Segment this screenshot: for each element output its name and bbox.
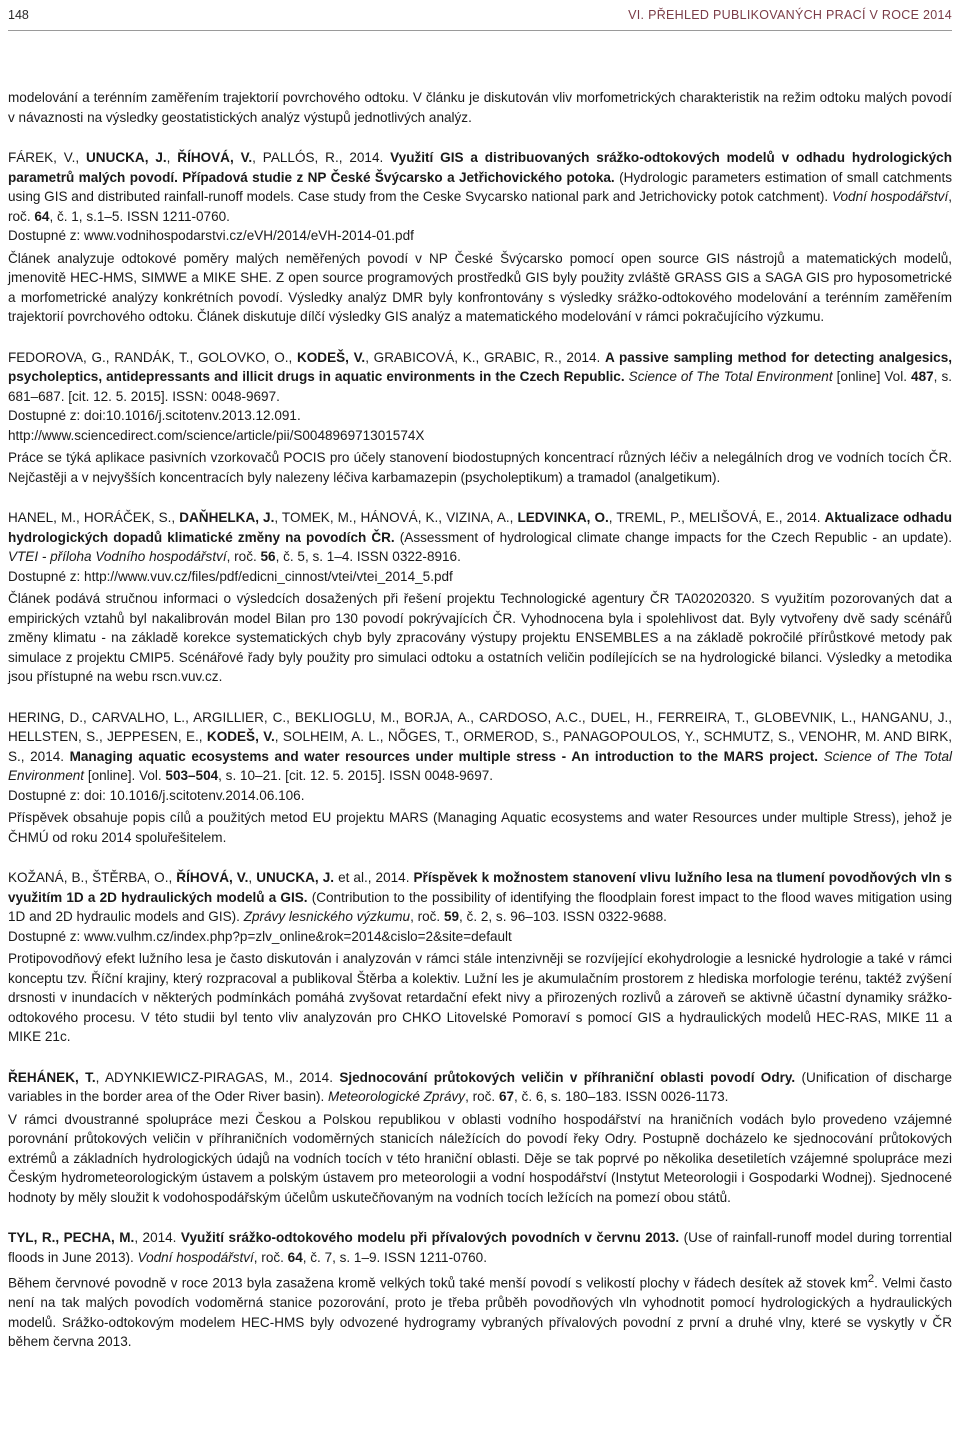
section-title: VI. PŘEHLED PUBLIKOVANÝCH PRACÍ V ROCE 2014 bbox=[628, 8, 952, 22]
availability-link[interactable]: Dostupné z: doi:10.1016/j.scitotenv.2013.12.091. bbox=[8, 408, 301, 423]
abstract: Článek podává stručnou informaci o výsledcích dosažených při řešení projektu Technologické agentury ČR TA02020320. S využitím pozorovaných dat a empirických vztahů byl nakalibrován model Bilan pro 130 povodí pokrývajících ČR. Vyhodnocena byla i spolehlivost dat. Byly vytvořeny dvě sady scénářů změny klimatu - na základě korekce systematických chyb byly zpracovány výstupy projektu ENSEMBLES a na základě pokročilé přírůstkové metody pak simulace z projektu CMIP5. Scénářové řady byly použity pro simulaci odtoku a ostatních veličin podílejících se na hydrologické bilanci. Výsledky a metodika jsou přístupné na webu rscn.vuv.cz. bbox=[8, 591, 952, 684]
text-run: Vodní hospodářství bbox=[831, 189, 949, 204]
text-run: Zprávy lesnického výzkumu bbox=[243, 909, 411, 924]
text-run: , roč. bbox=[465, 1089, 499, 1104]
text-run: Příspěvek k možnostem stanovení vlivu lužního lesa na tlumení povodňových vln s využitím 1D a 2D hydraulických modelů a GIS. bbox=[8, 870, 952, 905]
reference-entry bbox=[8, 868, 952, 1047]
text-run: 64 bbox=[287, 1249, 303, 1265]
text-run: (Use of rainfall-runoff model during torrential floods in June 2013). bbox=[8, 1230, 952, 1265]
text-run: Science of The Total Environment bbox=[8, 748, 953, 783]
text-run: VTEI - příloha Vodního hospodářství bbox=[8, 549, 227, 564]
availability-link[interactable]: Dostupné z: http://www.vuv.cz/files/pdf/edicni_cinnost/vtei/vtei_2014_5.pdf bbox=[8, 568, 453, 584]
citation bbox=[8, 508, 952, 586]
text-run: , bbox=[166, 150, 178, 165]
text-run: LEDVINKA, O. bbox=[517, 510, 609, 525]
citation bbox=[8, 708, 952, 806]
availability-link[interactable]: Dostupné z: doi: 10.1016/j.scitotenv.2014.06.106. bbox=[8, 787, 305, 803]
abstract: Příspěvek obsahuje popis cílů a použitých metod EU projektu MARS (Managing Aquatic ecosystems and water Resources under multiple Stress), jehož je ČHMÚ od roku 2014 spoluřešitelem. bbox=[8, 810, 952, 845]
text-run: A passive sampling method for detecting analgesics, psycholeptics, antidepressants and illicit drugs in aquatic environments in the Czech Republic. bbox=[8, 349, 952, 384]
text-run: 487 bbox=[911, 369, 934, 384]
text-run: et al., 2014. bbox=[334, 870, 414, 885]
text-run: 503–504 bbox=[165, 768, 219, 783]
text-run: KODEŠ, V. bbox=[206, 729, 275, 744]
text-run: KOŽANÁ, B., ŠTĚRBA, O., bbox=[8, 870, 177, 885]
page-header bbox=[8, 0, 952, 31]
abstract bbox=[8, 1270, 952, 1352]
text-run: , č. 1, s.1–5. ISSN 1211-0760. bbox=[49, 208, 230, 224]
reference-entry bbox=[8, 148, 952, 327]
text-run: , 2014. bbox=[134, 1230, 181, 1245]
text-run: (Contribution to the possibility of identifying the floodplain forest impact to the flood waves mitigation using 1D and 2D hydraulic models and GIS). bbox=[8, 889, 953, 924]
text-run: . Velmi často není na tak malých povodích vodoměrná stanice pozorování, proto je třeba průběh povodňových vln vyhodnotit pomocí hydrologických a hydraulických modelů. Srážko-odtokovým modelem HEC-HMS byly odvozené hydrogramy vybraných přívalových povodní z první a druhé vlny, které se vyskytly v ČR během června 2013. bbox=[8, 1275, 952, 1350]
text-run: , GRABICOVÁ, K., GRABIC, R., 2014. bbox=[365, 349, 606, 365]
intro-paragraph: modelování a terénním zaměřením trajektorií povrchového odtoku. V článku je diskutován vliv morfometrických charakteristik na režim odtoku malých povodí v návaznosti na výsledky geostatistických analýz výstupů jednotlivých analýz. bbox=[8, 90, 952, 125]
text-run: KODEŠ, V. bbox=[296, 349, 366, 365]
citation bbox=[8, 868, 952, 946]
abstract: Práce se týká aplikace pasivních vzorkovačů POCIS pro účely stanovení biodostupných koncentrací různých léčiv a nelegálních drog ve vodních tocích ČR. Nejčastěji a v nejvyšších koncentracích byly nalezeny léčiva karbamazepin (psycholeptikum) a tramadol (analgetikum). bbox=[8, 450, 952, 485]
text-run: FEDOROVA, G., RANDÁK, T., GOLOVKO, O., bbox=[8, 349, 297, 365]
text-run: ŘÍHOVÁ, V. bbox=[176, 870, 249, 885]
text-run: , roč. bbox=[410, 909, 444, 924]
reference-entry bbox=[8, 1068, 952, 1208]
abstract: Článek analyzuje odtokové poměry malých neměřených povodí v NP České Švýcarsko pomocí open source GIS nástrojů a matematických modelů, jmenovitě HEC-HMS, SIMWE a MIKE SHE. Z open source programových prostředků GIS byly použity zvláště GRASS GIS a SAGA GIS pro hyposometrické a morfometrické analýzy konkrétních povodí. Výsledky analýz DMR byly konfrontovány s výsledky srážko-odtokového modelování a terénním zaměřením trajektorií povrchového odtoku. Článek diskutuje dílčí výsledky GIS analýz a matematického modelování v rámci pokračujícího výzkumu. bbox=[8, 250, 952, 324]
text-run: HANEL, M., HORÁČEK, S., bbox=[8, 510, 180, 525]
text-run: Využití srážko-odtokového modelu při přívalových povodních v červnu 2013. bbox=[180, 1230, 680, 1245]
reference-entry bbox=[8, 1228, 952, 1352]
text-run: (Hydrologic parameters estimation of small catchments using GIS and distributed rainfall-runoff models. Case study from the Ceske Svycarsko national park and Jetrichovicky potok catchment). bbox=[8, 169, 952, 204]
text-run: Vodní hospodářství bbox=[137, 1249, 254, 1265]
text-run: , s. 681–687. [cit. 12. 5. 2015]. ISSN: 0048-9697. bbox=[8, 369, 952, 404]
text-run: [online] Vol. bbox=[832, 369, 912, 384]
text-run: Science of The Total Environment bbox=[628, 369, 833, 384]
text-run: , SOLHEIM, A. L., NÕGES, T., ORMEROD, S., PANAGOPOULOS, Y., SCHMUTZ, S., VENOHR, M. AND BIRK, S., 2014. bbox=[8, 729, 953, 764]
text-run: UNUCKA, J. bbox=[86, 150, 167, 165]
citation bbox=[8, 348, 952, 446]
abstract: Protipovodňový efekt lužního lesa je často diskutován i analyzován v rámci stále intenzivněji se rozvíjející ekohydrologie a lesnické hydrologie a také v rámci konceptu tzv. Říční krajiny, který rozpracoval a publikoval Štěrba a kolektiv. Lužní les je akumulačním prostorem z hlediska morfologie terénu, taktéž zvýšení drsnosti v inundacích v některých podmínkách pomáhá zvyšovat retardační efekt nivy a přirozených rozlivů a zároveň se aktivně účastní dynamiky srážko-odtokového procesu. V této studii byl tento vliv analyzován pro CHKO Litovelské Pomoraví s pomocí GIS a hydraulických modelů HEC-RAS, MIKE 11 a MIKE 21c. bbox=[8, 951, 952, 1044]
availability-link[interactable]: Dostupné z: www.vodnihospodarstvi.cz/eVH/2014/eVH-2014-01.pdf bbox=[8, 228, 414, 243]
text-run: Sjednocování průtokových veličin v příhraniční oblasti povodí Odry. bbox=[339, 1069, 796, 1085]
text-run: UNUCKA, J. bbox=[256, 870, 335, 885]
text-run: 64 bbox=[34, 208, 50, 224]
text-run: , roč. bbox=[226, 549, 261, 564]
citation bbox=[8, 1068, 952, 1107]
text-run: 2 bbox=[867, 1273, 875, 1285]
page-number: 148 bbox=[8, 8, 29, 22]
text-run: , č. 5, s. 1–4. ISSN 0322-8916. bbox=[275, 549, 461, 564]
abstract: V rámci dvoustranné spolupráce mezi Českou a Polskou republikou v oblasti vodního hospodářství na hraničních vodách bylo provedeno vzájemné porovnání průtokových veličin v příhraničních vodoměrných stanicích náležících do povodí řeky Odry. Postupně docházelo ke sjednocování průtokových extrémů a základních hydrologických údajů na vodních tocích v této hraniční oblasti. Děje se tak poprvé po několika desetiletích vzájemné spolupráce mezi Českým hydrometeorologickým ústavem a polským ústavem pro meteorologii a vodní hospodářství (Instytut Meteorologii i Gospodarki Wodnej). Sjednocené hodnoty by měly sloužit k vodohospodářským účelům uskutečňovaným na vodních tocích ležících na pomezí obou států. bbox=[8, 1111, 952, 1205]
text-run: ŘÍHOVÁ, V. bbox=[177, 150, 253, 165]
text-run: , roč. bbox=[8, 189, 952, 224]
availability-link[interactable]: Dostupné z: www.vulhm.cz/index.php?p=zlv_online&rok=2014&cislo=2&site=default bbox=[8, 928, 512, 944]
text-run: , č. 6, s. 180–183. ISSN 0026-1173. bbox=[514, 1089, 729, 1104]
citation bbox=[8, 148, 952, 246]
text-run: , s. 10–21. [cit. 12. 5. 2015]. ISSN 0048-9697. bbox=[218, 768, 494, 783]
availability-link[interactable]: http://www.sciencedirect.com/science/article/pii/S004896971301574X bbox=[8, 427, 425, 443]
text-run: HERING, D., CARVALHO, L., ARGILLIER, C., BEKLIOGLU, M., BORJA, A., CARDOSO, A.C., DUEL, H., FERREIRA, T., GLOBEVNIK, L., HANGANU, J., HELLSTEN, S., JEPPESEN, E., bbox=[8, 709, 952, 744]
text-run: FÁREK, V., bbox=[8, 150, 86, 165]
text-run: , roč. bbox=[253, 1249, 288, 1265]
text-run: 67 bbox=[498, 1089, 515, 1104]
text-run: ŘEHÁNEK, T. bbox=[8, 1069, 96, 1085]
text-run: Managing aquatic ecosystems and water resources under multiple stress - An introduction to the MARS project. bbox=[69, 748, 819, 764]
text-run: , TREML, P., MELIŠOVÁ, E., 2014. bbox=[608, 510, 825, 525]
reference-entry bbox=[8, 708, 952, 848]
text-run: Aktualizace odhadu hydrologických dopadů klimatické změny na povodích ČR. bbox=[8, 510, 953, 545]
text-run: Využití GIS a distribuovaných srážko-odtokových modelů v odhadu hydrologických parametrů malých povodí. Případová studie z NP České Švýcarsko a Jetřichovického potoka. bbox=[8, 150, 952, 185]
text-run: , ADYNKIEWICZ-PIRAGAS, M., 2014. bbox=[95, 1069, 340, 1085]
reference-entry bbox=[8, 348, 952, 488]
reference-entry bbox=[8, 508, 952, 687]
reference-list bbox=[8, 148, 952, 1352]
text-run: Během červnové povodně v roce 2013 byla zasažena kromě velkých toků také menší povodí s velikostí plochy v řádech desítek až stovek km bbox=[8, 1275, 868, 1291]
text-run: TYL, R., PECHA, M. bbox=[8, 1230, 135, 1245]
text-run: , bbox=[248, 870, 257, 885]
text-run: 56 bbox=[260, 549, 276, 564]
text-run: , č. 7, s. 1–9. ISSN 1211-0760. bbox=[302, 1249, 487, 1265]
citation bbox=[8, 1228, 952, 1267]
text-run: DAŇHELKA, J. bbox=[179, 510, 275, 525]
page-content bbox=[8, 88, 952, 1373]
text-run: Meteorologické Zprávy bbox=[328, 1089, 466, 1104]
text-run: , č. 2, s. 96–103. ISSN 0322-9688. bbox=[459, 909, 667, 924]
text-run: (Assessment of hydrological climate change impacts for the Czech Republic - an update). bbox=[394, 529, 952, 545]
text-run: , TOMEK, M., HÁNOVÁ, K., VIZINA, A., bbox=[274, 510, 518, 525]
text-run: (Unification of discharge variables in the border area of the Oder River basin). bbox=[8, 1069, 952, 1104]
text-run: , PALLÓS, R., 2014. bbox=[252, 150, 391, 165]
text-run: 59 bbox=[443, 909, 460, 924]
text-run: [online]. Vol. bbox=[84, 768, 166, 783]
